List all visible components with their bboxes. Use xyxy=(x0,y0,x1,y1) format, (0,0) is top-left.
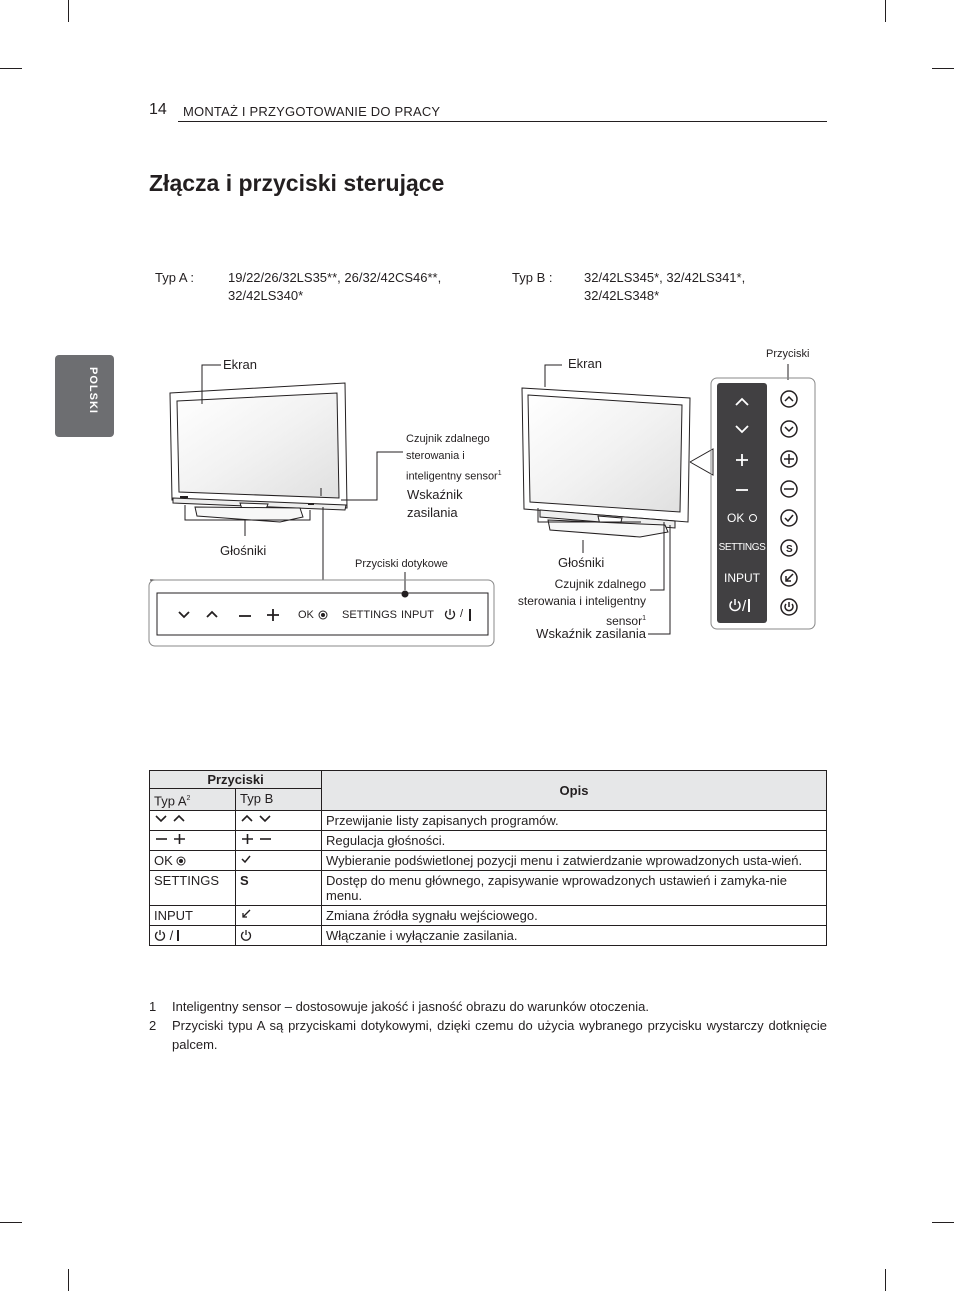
row2-type-b xyxy=(236,831,322,851)
panel-ok-circle-icon xyxy=(749,514,757,522)
table-row xyxy=(150,871,827,906)
row6-desc: Włączanie i wyłączanie zasilania. xyxy=(322,926,827,946)
row3-type-b xyxy=(236,851,322,871)
type-a-label: Typ A : xyxy=(155,270,195,285)
power-bar-icon xyxy=(177,930,179,941)
table-header-type-a xyxy=(150,789,236,811)
row6-type-a xyxy=(150,926,236,946)
tv-a-power-line2: zasilania xyxy=(407,505,458,520)
touch-button-bar xyxy=(158,594,488,636)
channel-up-icon xyxy=(207,612,217,617)
panel-input-label: INPUT xyxy=(724,571,760,585)
table-row xyxy=(150,926,827,946)
tv-b-sensor-line2: sterowania i inteligentny xyxy=(517,594,646,608)
row2-desc: Regulacja głośności. xyxy=(322,831,827,851)
down-up-icon xyxy=(154,813,188,825)
row2-type-a xyxy=(150,831,236,851)
ok-circle-icon xyxy=(176,856,186,866)
tv-b-buttons-label: Przyciski xyxy=(766,348,810,360)
tv-a-touch-buttons-label: Przyciski dotykowe xyxy=(355,558,448,570)
power-icon xyxy=(154,929,166,942)
type-a-text: Typ A xyxy=(154,793,187,809)
footnote-1-number: 1 xyxy=(149,999,157,1014)
tv-b-sensor-footnote: 1 xyxy=(642,615,646,622)
table-row xyxy=(150,811,827,831)
row4-type-b: S xyxy=(236,871,322,906)
tv-a-power-label xyxy=(407,486,463,522)
plus-minus-icon xyxy=(240,833,274,845)
footnote-2-text: Przyciski typu A są przyciskami dotykowymi, dzięki czemu do użycia wybranego przycisku wystarczy dotknięcie palcem. xyxy=(172,1018,827,1052)
panel-settings-label: SETTINGS xyxy=(718,542,766,553)
crop-mark xyxy=(885,1269,886,1291)
row1-desc: Przewijanie listy zapisanych programów. xyxy=(322,811,827,831)
type-b-models-line2: 32/42LS348* xyxy=(584,288,660,303)
row3-type-a xyxy=(150,851,236,871)
tv-b-power-label: Wskaźnik zasilania xyxy=(536,626,646,641)
tv-a-speakers-label: Głośniki xyxy=(220,543,267,558)
touch-ok-label: OK xyxy=(298,609,314,621)
check-icon xyxy=(240,853,252,865)
power-icon xyxy=(446,609,455,619)
type-b-models-line1: 32/42LS345*, 32/42LS341*, xyxy=(584,270,746,285)
type-b-label: Typ B : xyxy=(512,270,553,285)
tv-b-sensor-line3: sensor xyxy=(606,614,643,628)
row4-type-a: SETTINGS xyxy=(150,871,236,906)
power-icon xyxy=(240,929,252,942)
panel-power-label xyxy=(728,597,750,615)
tv-b-illustration xyxy=(522,388,690,537)
tv-b-speakers-label: Głośniki xyxy=(558,555,605,570)
row6-separator: / xyxy=(169,928,174,944)
crop-mark xyxy=(0,1222,22,1223)
row3-ok-text: OK xyxy=(154,853,173,869)
touch-settings-label: SETTINGS xyxy=(342,609,398,621)
tv-b-sensor-label xyxy=(500,576,646,630)
table-row xyxy=(150,831,827,851)
tv-a-sensor-label xyxy=(406,431,502,486)
section-header: MONTAŻ I PRZYGOTOWANIE DO PRACY xyxy=(183,104,441,119)
panel-ok-label xyxy=(727,511,757,525)
up-down-icon xyxy=(240,813,274,825)
volume-up-icon xyxy=(267,609,279,621)
page-number: 14 xyxy=(149,101,167,118)
tv-a-sensor-line2: sterowania i xyxy=(406,450,465,462)
panel-power-icon xyxy=(728,597,742,613)
row5-desc: Zmiana źródła sygnału wejściowego. xyxy=(322,906,827,926)
footnote-1-text: Inteligentny sensor – dostosowuje jakość i jasność obrazu do warunków otoczenia. xyxy=(172,999,649,1014)
language-tab-label: POLSKI xyxy=(87,367,99,414)
type-a-footnote: 2 xyxy=(186,795,191,802)
tv-a-screen-label: Ekran xyxy=(223,357,257,372)
panel-power-separator: / xyxy=(742,598,747,615)
row1-type-b xyxy=(236,811,322,831)
touch-input-label: INPUT xyxy=(401,609,434,621)
footnote-2-number: 2 xyxy=(149,1018,157,1033)
panel-power-bar-icon xyxy=(748,599,750,612)
table-header-type-b: Typ B xyxy=(236,789,322,811)
touch-power-separator: / xyxy=(460,608,464,620)
row3-desc: Wybieranie podświetlonej pozycji menu i zatwierdzanie wprowadzonych usta-wień. xyxy=(322,851,827,871)
table-row xyxy=(150,906,827,926)
row5-type-b xyxy=(236,906,322,926)
crop-mark xyxy=(68,1269,69,1291)
crop-mark xyxy=(932,1222,954,1223)
type-a-models-line1: 19/22/26/32LS35**, 26/32/42CS46**, xyxy=(228,270,442,285)
channel-down-icon xyxy=(179,612,189,617)
table-header-desc: Opis xyxy=(322,771,827,811)
tv-a-illustration xyxy=(170,383,347,522)
table-header-buttons: Przyciski xyxy=(150,771,322,789)
tv-b-sensor-line1: Czujnik zdalnego xyxy=(554,577,646,591)
type-a-models-line2: 32/42LS340* xyxy=(228,288,304,303)
row4-desc: Dostęp do menu głównego, zapisywanie wprowadzonych ustawień i zamyka-nie menu. xyxy=(322,871,827,906)
minus-plus-icon xyxy=(154,833,188,845)
tv-b-screen-label: Ekran xyxy=(568,356,602,371)
buttons-table xyxy=(149,770,827,946)
page-title: Złącza i przyciski sterujące xyxy=(149,170,445,196)
panel-ok-text: OK xyxy=(727,511,745,525)
input-arrow-icon xyxy=(240,908,252,920)
tv-a-sensor-footnote: 1 xyxy=(497,470,502,477)
row1-type-a xyxy=(150,811,236,831)
tv-a-power-line1: Wskaźnik xyxy=(407,487,463,502)
touch-bar-icons xyxy=(158,594,488,636)
footnotes xyxy=(149,997,827,1057)
tv-a-sensor-line1: Czujnik zdalnego xyxy=(406,433,490,445)
tv-a-sensor-line3: inteligentny sensor xyxy=(406,470,498,483)
svg-text:S: S xyxy=(786,544,793,555)
row6-type-b xyxy=(236,926,322,946)
row5-type-a: INPUT xyxy=(150,906,236,926)
table-row xyxy=(150,851,827,871)
